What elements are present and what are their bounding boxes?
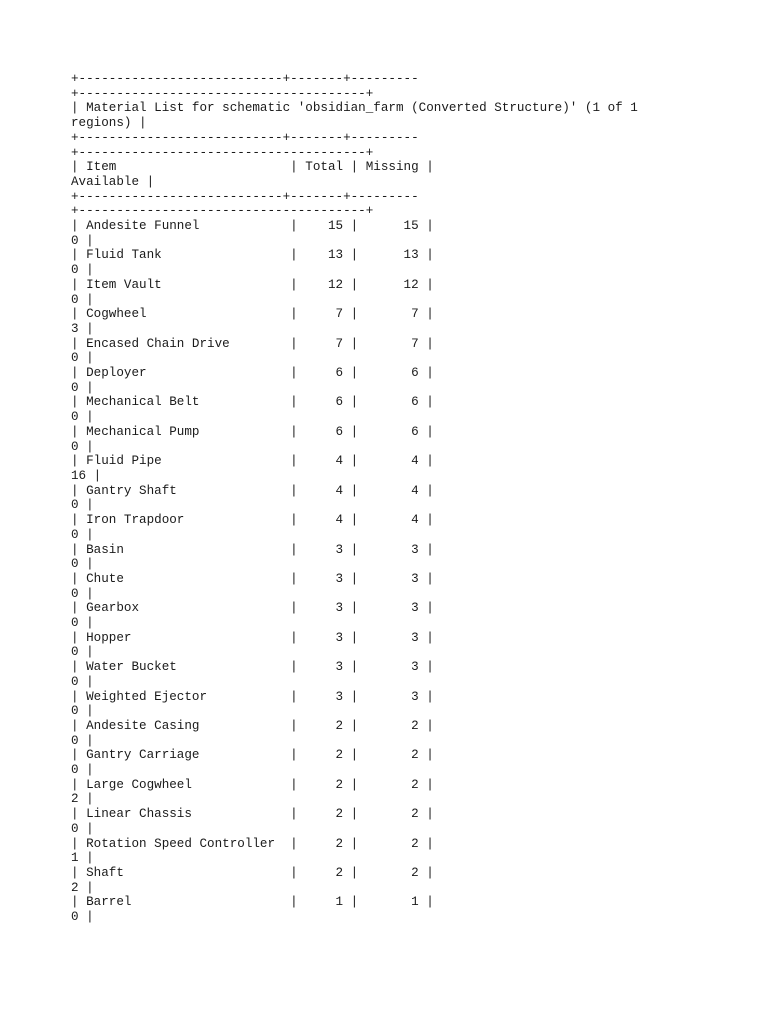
- text-line: | Encased Chain Drive | 7 | 7 |: [71, 336, 434, 351]
- text-line: +--------------------------------------+: [71, 204, 374, 219]
- text-line: 0 |: [71, 763, 94, 778]
- text-line: | Iron Trapdoor | 4 | 4 |: [71, 513, 434, 528]
- text-line: 2 |: [71, 880, 94, 895]
- text-line: | Rotation Speed Controller | 2 | 2 |: [71, 836, 434, 851]
- text-line: 0 |: [71, 380, 94, 395]
- text-line: | Material List for schematic 'obsidian_farm (Converted Structure)' (1 of 1: [71, 101, 638, 116]
- text-line: | Gantry Shaft | 4 | 4 |: [71, 483, 434, 498]
- text-lines: [71, 72, 711, 925]
- text-line: | Fluid Tank | 13 | 13 |: [71, 248, 434, 263]
- text-line: 1 |: [71, 851, 94, 866]
- text-line: | Cogwheel | 7 | 7 |: [71, 307, 434, 322]
- text-line: | Gantry Carriage | 2 | 2 |: [71, 748, 434, 763]
- text-line: | Hopper | 3 | 3 |: [71, 630, 434, 645]
- text-line: regions) |: [71, 116, 147, 131]
- text-line: | Gearbox | 3 | 3 |: [71, 601, 434, 616]
- material-list-document: [71, 72, 711, 925]
- text-line: | Item | Total | Missing |: [71, 160, 434, 175]
- text-line: 0 |: [71, 439, 94, 454]
- text-line: | Barrel | 1 | 1 |: [71, 895, 434, 910]
- text-line: +---------------------------+-------+---------: [71, 130, 419, 145]
- text-line: 0 |: [71, 704, 94, 719]
- text-line: 0 |: [71, 527, 94, 542]
- text-line: 0 |: [71, 498, 94, 513]
- text-line: +--------------------------------------+: [71, 86, 374, 101]
- text-line: | Water Bucket | 3 | 3 |: [71, 660, 434, 675]
- text-line: 0 |: [71, 410, 94, 425]
- text-line: 0 |: [71, 586, 94, 601]
- text-line: | Andesite Funnel | 15 | 15 |: [71, 219, 434, 234]
- text-line: Available |: [71, 174, 155, 189]
- text-line: | Item Vault | 12 | 12 |: [71, 277, 434, 292]
- text-line: | Fluid Pipe | 4 | 4 |: [71, 454, 434, 469]
- text-line: +---------------------------+-------+---------: [71, 72, 419, 86]
- text-line: 0 |: [71, 351, 94, 366]
- text-line: | Andesite Casing | 2 | 2 |: [71, 718, 434, 733]
- text-line: +---------------------------+-------+---------: [71, 189, 419, 204]
- text-line: 0 |: [71, 733, 94, 748]
- text-line: 0 |: [71, 821, 94, 836]
- text-line: 0 |: [71, 263, 94, 278]
- text-line: | Basin | 3 | 3 |: [71, 542, 434, 557]
- text-line: 0 |: [71, 292, 94, 307]
- text-line: | Mechanical Pump | 6 | 6 |: [71, 424, 434, 439]
- text-line: 0 |: [71, 674, 94, 689]
- text-line: 16 |: [71, 468, 102, 483]
- text-line: 0 |: [71, 233, 94, 248]
- text-line: | Large Cogwheel | 2 | 2 |: [71, 777, 434, 792]
- text-line: 3 |: [71, 321, 94, 336]
- text-line: | Weighted Ejector | 3 | 3 |: [71, 689, 434, 704]
- text-line: | Mechanical Belt | 6 | 6 |: [71, 395, 434, 410]
- text-line: +--------------------------------------+: [71, 145, 374, 160]
- text-line: | Chute | 3 | 3 |: [71, 571, 434, 586]
- text-line: 0 |: [71, 557, 94, 572]
- text-line: 0 |: [71, 910, 94, 925]
- text-line: | Linear Chassis | 2 | 2 |: [71, 807, 434, 822]
- text-line: 0 |: [71, 645, 94, 660]
- text-line: | Shaft | 2 | 2 |: [71, 865, 434, 880]
- text-line: | Deployer | 6 | 6 |: [71, 366, 434, 381]
- text-line: 0 |: [71, 616, 94, 631]
- text-line: 2 |: [71, 792, 94, 807]
